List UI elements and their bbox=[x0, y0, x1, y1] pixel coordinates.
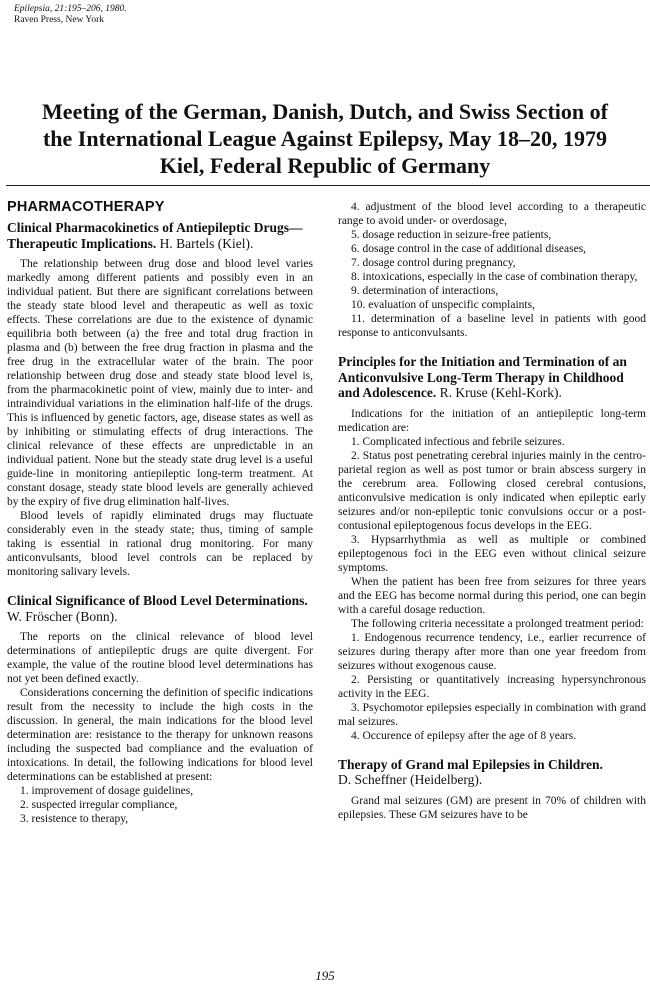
article-1-title-text: Clinical Pharmacokinetics of Antiepileptic Drugs—Therapeutic Implications. bbox=[7, 220, 303, 251]
article-2-indication-list-continued bbox=[338, 200, 646, 340]
list-item: 2. suspected irregular compliance, bbox=[20, 799, 178, 811]
meeting-title bbox=[0, 98, 650, 179]
article-1-paragraph-1: The relationship between drug dose and blood level varies markedly among different patients and possibly even in an individual patient. But there are significant correlations between the steady state blood level and therapeutic as well as toxic effects. These correlations are due to the existence of dynamic equilibria both between (a) the free and total drug fraction in plasma and (b) between the free drug fraction in plasma and the free drug in the extracellular water of the brain. The poor relationship between drug dose and steady state blood level is, from the pharmacokinetic point of view, mainly due to inter- and intraindividual variations in the elimination half-life of the drugs. This is influenced by genetic factors, age, disease states as well as by inhibiting or stimulating effects of drug interactions. The clinical relevance of these effects are unpredictable in an individual patient. None but the steady state drug level is a useful guide-line in monitoring antiepileptic long-term treatment. At constant dosage, steady state blood levels are generally achieved by the expiry of five drug elimination half-lives. bbox=[7, 258, 313, 508]
article-3-paragraph-free: When the patient has been free from seizures for three years and the EEG has become normal during this period, one can begin with a careful dosage reduction. bbox=[338, 575, 646, 616]
article-3-criteria-intro: The following criteria necessitate a prolonged treatment period: bbox=[351, 617, 644, 630]
list-item: 1. improvement of dosage guidelines, bbox=[20, 785, 194, 797]
title-divider bbox=[6, 185, 650, 186]
list-item: 10. evaluation of unspecific complaints, bbox=[351, 299, 535, 311]
article-2-paragraph-1: The reports on the clinical relevance of blood level determinations of antiepileptic drugs are quite divergent. For example, the value of the routine blood level determinations has not yet been defined exactly. bbox=[7, 631, 313, 685]
meeting-title-line-3: Kiel, Federal Republic of Germany bbox=[159, 153, 491, 178]
article-3-title bbox=[338, 354, 646, 401]
list-item: 7. dosage control during pregnancy, bbox=[351, 257, 516, 269]
list-item: 8. intoxications, especially in the case of combination therapy, bbox=[351, 271, 638, 283]
list-item: 5. dosage reduction in seizure-free patients, bbox=[351, 229, 552, 241]
journal-publisher: Raven Press, New York bbox=[14, 15, 104, 25]
right-column bbox=[338, 200, 646, 822]
article-1-title bbox=[7, 220, 313, 251]
article-3-criterion-3: 3. Psychomotor epilepsies especially in combination with grand mal seizures. bbox=[338, 701, 646, 728]
article-3-criterion-2: 2. Persisting or quantitatively increasing hypersynchronous activity in the EEG. bbox=[338, 673, 646, 700]
list-item: 4. adjustment of the blood level according to a therapeutic range to avoid under- or overdosage, bbox=[338, 201, 646, 227]
list-item: 11. determination of a baseline level in patients with good response to anticonvulsants. bbox=[338, 313, 646, 339]
article-2-indication-list bbox=[7, 784, 313, 826]
journal-citation-block bbox=[14, 4, 127, 26]
article-1-paragraph-2: Blood levels of rapidly eliminated drugs may fluctuate considerably even in the steady state; thus, timing of sample taking is essential in rational drug monitoring. For many anticonvulsants, blood level controls can be replaced by monitoring salivary levels. bbox=[7, 510, 313, 578]
article-2-title bbox=[7, 593, 313, 624]
article-2-author: W. Fröscher (Bonn). bbox=[7, 608, 118, 624]
list-item: 6. dosage control in the case of additional diseases, bbox=[351, 243, 587, 255]
article-1-author: H. Bartels (Kiel). bbox=[156, 235, 254, 251]
list-item: 9. determination of interactions, bbox=[351, 285, 499, 297]
article-3-indication-1: 1. Complicated infectious and febrile seizures. bbox=[351, 435, 565, 448]
meeting-title-line-2: the International League Against Epilepsy, May 18–20, 1979 bbox=[42, 126, 608, 151]
article-2-paragraph-2: Considerations concerning the definition of specific indications result from the necessity to include the high costs in the discussion. In general, the main indications for the blood level determination are: resistance to the therapy for unknown reasons including the suspected bad compliance and the evaluation of intoxications. In detail, the following indications for blood level determinations can be established at present: bbox=[7, 687, 313, 783]
list-item: 3. resistence to therapy, bbox=[20, 813, 129, 825]
article-4-title-text: Therapy of Grand mal Epilepsies in Children. bbox=[338, 756, 603, 772]
left-column bbox=[7, 200, 313, 826]
article-4-title bbox=[338, 757, 646, 788]
meeting-title-line-1: Meeting of the German, Danish, Dutch, and Swiss Section of bbox=[42, 99, 608, 124]
article-2-title-text: Clinical Significance of Blood Level Determinations. bbox=[7, 593, 308, 608]
article-3-author: R. Kruse (Kehl-Kork). bbox=[436, 385, 562, 400]
page-number: 195 bbox=[315, 968, 335, 983]
article-3-indication-3: 3. Hypsarrhythmia as well as multiple or combined epileptogenous foci in the EEG even without clinical seizure symptoms. bbox=[338, 533, 646, 574]
article-3-criterion-1: 1. Endogenous recurrence tendency, i.e., earlier recurrence of seizures during therapy after more than one year freedom from seizures without exogenous cause. bbox=[338, 631, 646, 672]
article-3-intro: Indications for the initiation of an antiepileptic long-term medication are: bbox=[338, 407, 646, 434]
article-3-criterion-4: 4. Occurence of epilepsy after the age of 8 years. bbox=[351, 729, 577, 742]
journal-citation: Epilepsia, 21:195–206, 1980. bbox=[14, 4, 127, 14]
article-4-author: D. Scheffner (Heidelberg). bbox=[338, 772, 483, 787]
article-4-paragraph-1: Grand mal seizures (GM) are present in 70% of children with epilepsies. These GM seizures have to be bbox=[338, 794, 646, 821]
article-3-title-text: Principles for the Initiation and Termination of an Anticonvulsive Long-Term Therapy in Childhood and Adolescence. bbox=[338, 354, 627, 400]
article-3-indication-2: 2. Status post penetrating cerebral injuries mainly in the centro-parietal region as well as post tumor or brain abscess surgery in the cerebrum area. Following closed cerebral contusions, anticonvulsive medication is only indicated when epileptic early seizures and/or non-epileptic tonic convulsions occur or a post-contusional epileptogenous focus develops in the EEG. bbox=[338, 449, 646, 532]
section-heading: PHARMACOTHERAPY bbox=[7, 199, 165, 215]
